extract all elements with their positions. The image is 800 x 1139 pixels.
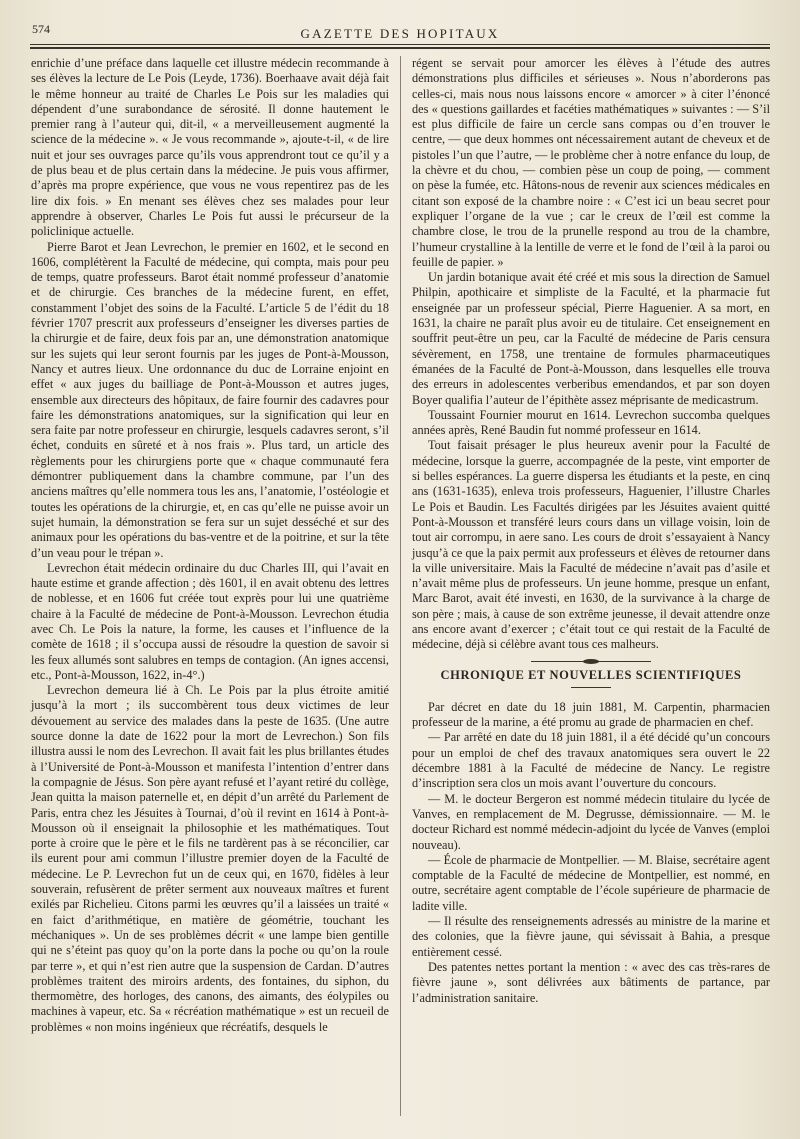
chronique-paragraph: — Il résulte des renseignements adressés au ministre de la marine et des colonies, que la fièvre jaune, qui sévissait à Bahia, a presque entièrement cessé. xyxy=(412,914,770,959)
chronique-paragraph: — Par arrêté en date du 18 juin 1881, il a été décidé qu’un concours pour un emploi de chef des travaux anatomiques sera ouvert le 22 décembre 1881 à la Faculté de médecine de Nancy. Le registre d’inscription sera clos un mois avant l’ouverture du concours. xyxy=(412,730,770,791)
header-rule-thick xyxy=(30,47,770,49)
ornamental-separator xyxy=(531,661,651,662)
right-paragraph: Tout faisait présager le plus heureux avenir pour la Faculté de médecine, lorsque la guerre, accompagnée de la peste, vint emporter de si belles espérances. La guerre dispersa les étudiants et la peste, en cinq ans (1631-1635), enleva trois professeurs, Haguenier, l’illustre Charles Le Pois et Baudin. Les Facultés dirigées par les Jésuites avaient quitté Pont-à-Mousson et transféré leurs cours dans un village voisin, loin de tout air corrompu, in aere sano. Les cours de droit s’essayaient à Nancy jusqu’à ce que la paix permit aux professeurs et élèves de retourner dans la ville universitaire. Mais la Faculté de médecine n’avait pas d’asile et n’avait même plus de professeurs. Un jeune homme, presque un enfant, Marc Barot, avait été investi, en 1630, de la survivance à la charge de son père ; mais, à cause de son extrême jeunesse, il devait attendre onze ans encore avant d’exercer ; c’était tout ce qui restait de la Faculté de médecine, déjà si célèbre avant tous ces malheurs. xyxy=(412,438,770,652)
right-column xyxy=(412,56,770,1006)
page-header xyxy=(30,22,770,46)
header-rule-thin xyxy=(30,44,770,45)
right-paragraph: Toussaint Fournier mourut en 1614. Levrechon succomba quelques années après, René Baudin fut nommé professeur en 1614. xyxy=(412,407,770,438)
chronique-title: CHRONIQUE ET NOUVELLES SCIENTIFIQUES xyxy=(440,667,742,682)
left-paragraph: Pierre Barot et Jean Levrechon, le premier en 1602, et le second en 1606, complétèrent la Faculté de médecine, qui compta, mais pour peu de temps, quatre professeurs. Barot était nommé professeur d’anatomie et de chirurgie. Ces branches de la médecine furent, en effet, constamment l’objet des soins de la Faculté. L’article 5 de l’édit du 18 février 1707 prescrit aux professeurs d’enseigner les diverses parties de la chirurgie et de faire, deux fois par an, une démonstration anatomique sur les sujets qui leur seront fournis par les juges de Pont-à-Mousson, Nancy et autres lieux. Une ordonnance du duc de Lorraine enjoint en effet « aux juges du bailliage de Pont-à-Mousson et autres juges, ensemble aux directeurs des hôpitaux, de faire fournir des cadavres pour faire les démonstrations anatomiques, sur la signification qui leur en sera faite par notre professeur en chirurgie, lesquels cadavres seront, s’il échet, conduits en sûreté et à nos frais ». Plus tard, un article des règlements pour les chirurgiens porte que « chaque communauté fera démontrer publiquement dans la chambre commune, par l’un des anciens maîtres qu’elle nommera tous les ans, l’anatomie, l’ostéologie et toutes les opérations de la chirurgie, et, en cas qu’elle ne puisse avoir un sujet humain, la démonstration se fera sur un sujet desséché et sur des animaux pour les opérations du bas-ventre et de la poitrine, et sur la tête d’un veau pour le trépan ». xyxy=(31,239,389,560)
right-paragraph: Un jardin botanique avait été créé et mis sous la direction de Samuel Philpin, apothicaire et simpliste de la Faculté, et la pharmacie fut enseignée par un professeur spécial, Pierre Haguenier. A sa mort, en 1631, la chaire ne paraît plus avoir eu de titulaire. Cet enseignement en souffrit peut-être un peu, car la Faculté de médecine de Paris censura sévèrement, en 1758, une trentaine de formules pharmaceutiques émanées de la Faculté de Pont-à-Mousson, dans lesquelles elle trouva des erreurs in adolescentes verberibus emendandos, et par son doyen Boyer qualifia l’auteur de l’épithète assez méprisante de medicastrum. xyxy=(412,270,770,407)
left-paragraph: Levrechon demeura lié à Ch. Le Pois par la plus étroite amitié jusqu’à la mort ; ils succombèrent tous deux victimes de leur dévouement au service des malades dans la peste de 1635. (Une autre source donne la date de 1622 pour la mort de Levrechon.) Son fils illustra aussi le nom des Levrechon. Il avait fait les plus brillantes études à l’Université de Pont-à-Mousson et manifesta l’intention d’entrer dans la compagnie de Jésus. Son père ayant refusé et l’ayant retiré du collège, Jean quitta la maison paternelle et, en dépit d’un arrêté du Parlement de Paris, entra chez les Jésuites à Tournai, d’où il revint en 1614 à Pont-à-Mousson où il enseignait la philosophie et les mathématiques. Tout porte à croire que le père et le fils ne tardèrent pas à se réconcilier, car ils eurent pour ami commun l’illustre premier doyen de la Faculté de médecine. Le P. Levrechon fut un de ceux qui, en 1670, fidèles à leur souverain, refusèrent de prêter serment aux nouveaux maîtres et furent exilés par Richelieu. Citons parmi les œuvres qu’il a laissées un traité « en faict d’arithmétique, en matière de géométrie, touchant les méchaniques ». Un de ses problèmes décrit « une lampe bien gentille qui ne s’éteint pas quoy qu’on la porte dans la poche ou qu’on la roule par terre », et qui n’est rien autre que la suspension de Cardan. D’autres problèmes traitent des miroirs ardents, des fontaines, du siphon, du thermomètre, des horloges, des canons, des aimants, des éolypiles ou machines à vapeur, etc. Sa « récréation mathématique » est un recueil de problèmes « non moins ingénieux que récréatifs, desquels le xyxy=(31,683,389,1034)
page-number: 574 xyxy=(32,22,50,36)
title-underline xyxy=(571,687,611,688)
right-paragraph: régent se servait pour amorcer les élèves à l’étude des autres démonstrations plus difficiles et sérieuses ». Nous n’aborderons pas celles-ci, mais nous nous laissons encore « amorcer » à citer l’énoncé des « questions gaillardes et facéties mathématiques » suivantes : — S’il est plus difficile de faire un cercle sans compas ou d’en trouver le centre, — que deux hommes ont nécessairement autant de cheveux et de pistoles l’un que l’autre, — le problème cher à notre enfance du loup, de la chèvre et du chou, — combien pèse un coup de poing, — comment on pèse la fumée, etc. Hâtons-nous de revenir aux sciences médicales en citant son exposé de la chambre noire : « C’est ici un beau secret pour expliquer l’organe de la vue ; car le creux de l’œil est comme la chambre close, le trou de la prunelle respond au trou de la chambre, l’humeur crystalline à la lentille de verre et le fond de l’œil à la paroi ou feuille de papier. » xyxy=(412,56,770,269)
journal-title: GAZETTE DES HOPITAUX xyxy=(300,26,500,41)
column-divider xyxy=(400,56,401,1116)
chronique-paragraph: Par décret en date du 18 juin 1881, M. Carpentin, pharmacien professeur de la marine, a été promu au grade de pharmacien en chef. xyxy=(412,699,770,730)
chronique-paragraph: Des patentes nettes portant la mention : « avec des cas très-rares de fièvre jaune », sont délivrées aux bâtiments de partance, par l’administration sanitaire. xyxy=(412,959,770,1005)
left-paragraph: Levrechon était médecin ordinaire du duc Charles III, qui l’avait en haute estime et grande affection ; dès 1601, il en avait obtenu des lettres de noblesse, et en 1606 fut créée tout exprès pour lui une quatrième chaire à la Faculté de médecine de Pont-à-Mousson. Levrechon étudia avec Ch. Le Pois la nature, la forme, les causes et l’influence de la comète de 1618 ; il s’occupa aussi de résoudre la question de savoir si les feux allumés sont salubres en temps de contagion. (An ignes accensi, etc., Pont-à-Mousson, 1622, in-4°.) xyxy=(31,560,389,682)
left-paragraph: enrichie d’une préface dans laquelle cet illustre médecin recommande à ses élèves la lecture de Le Pois (Leyde, 1736). Boerhaave avait déjà fait le même honneur au traité de Charles Le Pois sur les maladies qui dépendent d’une surabondance de sérosité. Il donne hautement le premier rang à l’auteur qui, dit-il, « a merveilleusement augmenté la science de la médecine ». « Je vous recommande », ajoute-t-il, « de lire nuit et jour ses ouvrages parce qu’ils vous apprendront tout ce qu’il y a de plus beau et de plus certain dans la médecine. Je puis vous affirmer, d’après ma propre expérience, que vous ne vous repentirez pas de les lire dix fois. » En menant ses élèves chez ses malades pour leur apprendre à observer, Charles Le Pois fut aussi le précurseur de la policlinique actuelle. xyxy=(31,56,389,239)
chronique-paragraph: — M. le docteur Bergeron est nommé médecin titulaire du lycée de Vanves, en remplacement de M. Degrusse, démissionnaire. — M. le docteur Richard est nommé médecin-adjoint du lycée de Vanves (emploi nouveau). xyxy=(412,791,770,852)
chronique-paragraph: — École de pharmacie de Montpellier. — M. Blaise, secrétaire agent comptable de la Faculté de médecine de Montpellier, est nommé, en outre, secrétaire agent comptable de l’école supérieure de pharmacie de ladite ville. xyxy=(412,852,770,913)
left-column xyxy=(31,56,389,1035)
